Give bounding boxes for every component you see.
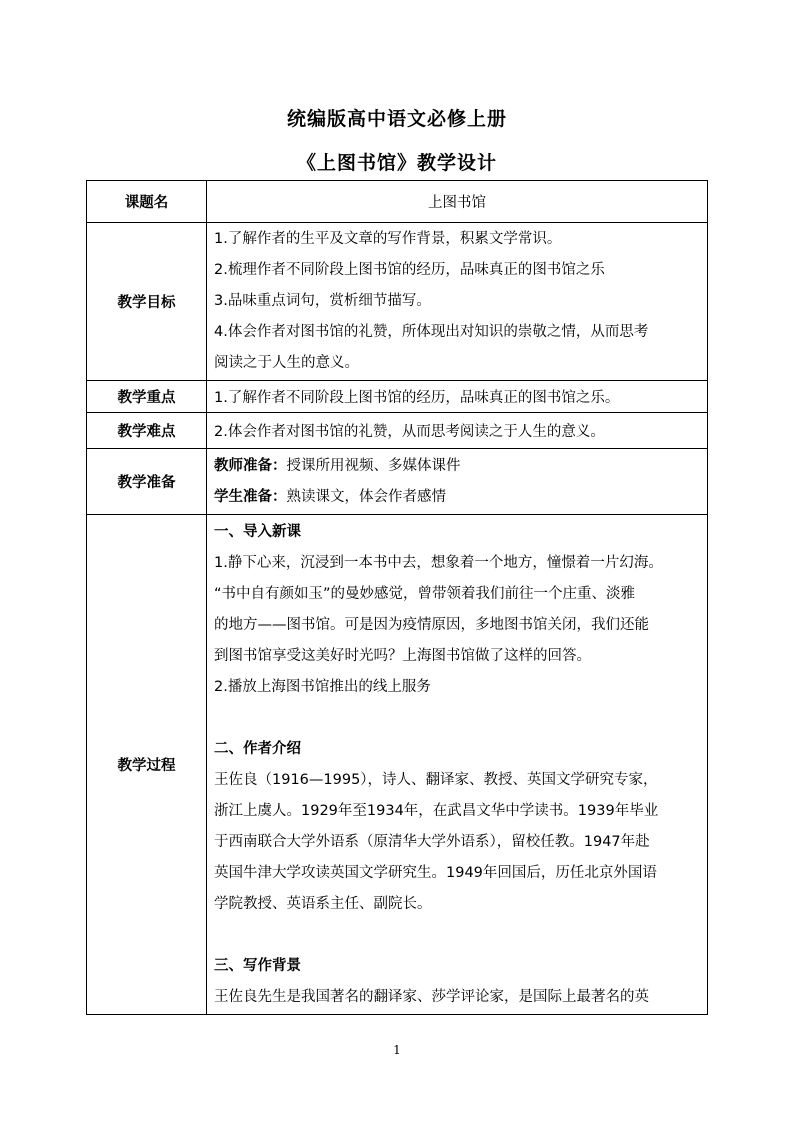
goal-line: 3.品味重点词句，赏析细节描写。 <box>214 293 431 309</box>
document-subtitle: 《上图书馆》教学设计 <box>296 152 497 174</box>
preparation-row <box>87 449 708 515</box>
key-point-row <box>87 381 708 413</box>
intro-line: 1.静下心来，沉浸到一本书中去，想象着一个地方，憧憬着一片幻海。 <box>214 554 663 571</box>
section-heading-author: 二、作者介绍 <box>214 740 301 757</box>
preparation-cell <box>207 449 708 515</box>
intro-line: 2.播放上海图书馆推出的线上服务 <box>214 678 431 695</box>
difficulty-value: 2.体会作者对图书馆的礼赞，从而思考阅读之于人生的意义。 <box>207 413 708 449</box>
topic-row <box>87 181 708 223</box>
preparation-label: 教学准备 <box>87 449 207 515</box>
process-cell <box>207 515 708 1015</box>
difficulty-label: 教学难点 <box>87 413 207 449</box>
author-line: 英国牛津大学攻读英国文学研究生。1949年回国后，历任北京外国语 <box>214 864 657 881</box>
difficulty-row <box>87 413 708 449</box>
teacher-prep-line <box>214 451 700 482</box>
intro-line: 的地方——图书馆。可是因为疫情原因，多地图书馆关闭，我们还能 <box>214 616 649 633</box>
key-point-label: 教学重点 <box>87 381 207 413</box>
section-heading-background: 三、写作背景 <box>214 957 301 974</box>
topic-label: 课题名 <box>87 181 207 223</box>
section-heading-intro: 一、导入新课 <box>214 523 301 540</box>
blank-line <box>214 703 700 734</box>
topic-value: 上图书馆 <box>207 181 708 223</box>
student-prep-line <box>214 482 700 513</box>
background-line: 王佐良先生是我国著名的翻译家、莎学评论家，是国际上最著名的英 <box>214 988 649 1005</box>
teacher-prep-value: 授课所用视频、多媒体课件 <box>286 457 461 474</box>
goals-cell <box>207 223 708 381</box>
author-line: 王佐良（1916—1995），诗人、翻译家、教授、英国文学研究专家， <box>214 771 658 788</box>
goal-line: 阅读之于人生的意义。 <box>214 355 359 371</box>
blank-line <box>214 920 700 951</box>
goals-label: 教学目标 <box>87 223 207 381</box>
intro-line: “书中自有颜如玉”的曼妙感觉，曾带领着我们前往一个庄重、淡雅 <box>214 585 636 602</box>
goal-line: 1.了解作者的生平及文章的写作背景，积累文学常识。 <box>214 231 562 247</box>
process-label: 教学过程 <box>87 515 207 1015</box>
goal-line: 2.梳理作者不同阶段上图书馆的经历，品味真正的图书馆之乐 <box>214 262 605 278</box>
teacher-prep-label: 教师准备： <box>214 457 287 474</box>
student-prep-value: 熟读课文，体会作者感情 <box>286 488 446 505</box>
process-row <box>87 515 708 1015</box>
author-line: 于西南联合大学外语系（原清华大学外语系），留校任教。1947年赴 <box>214 833 650 850</box>
goals-row <box>87 223 708 381</box>
student-prep-label: 学生准备： <box>214 488 287 505</box>
goal-line: 4.体会作者对图书馆的礼赞，所体现出对知识的崇敬之情，从而思考 <box>214 324 649 340</box>
document-title: 统编版高中语文必修上册 <box>286 108 507 130</box>
lesson-plan-table <box>86 180 708 1015</box>
author-line: 浙江上虞人。1929年至1934年，在武昌文华中学读书。1939年毕业 <box>214 802 659 819</box>
page-number: 1 <box>393 1043 401 1057</box>
intro-line: 到图书馆享受这美好时光吗？上海图书馆做了这样的回答。 <box>214 647 591 664</box>
author-line: 学院教授、英语系主任、副院长。 <box>214 895 432 912</box>
key-point-value: 1.了解作者不同阶段上图书馆的经历，品味真正的图书馆之乐。 <box>207 381 708 413</box>
